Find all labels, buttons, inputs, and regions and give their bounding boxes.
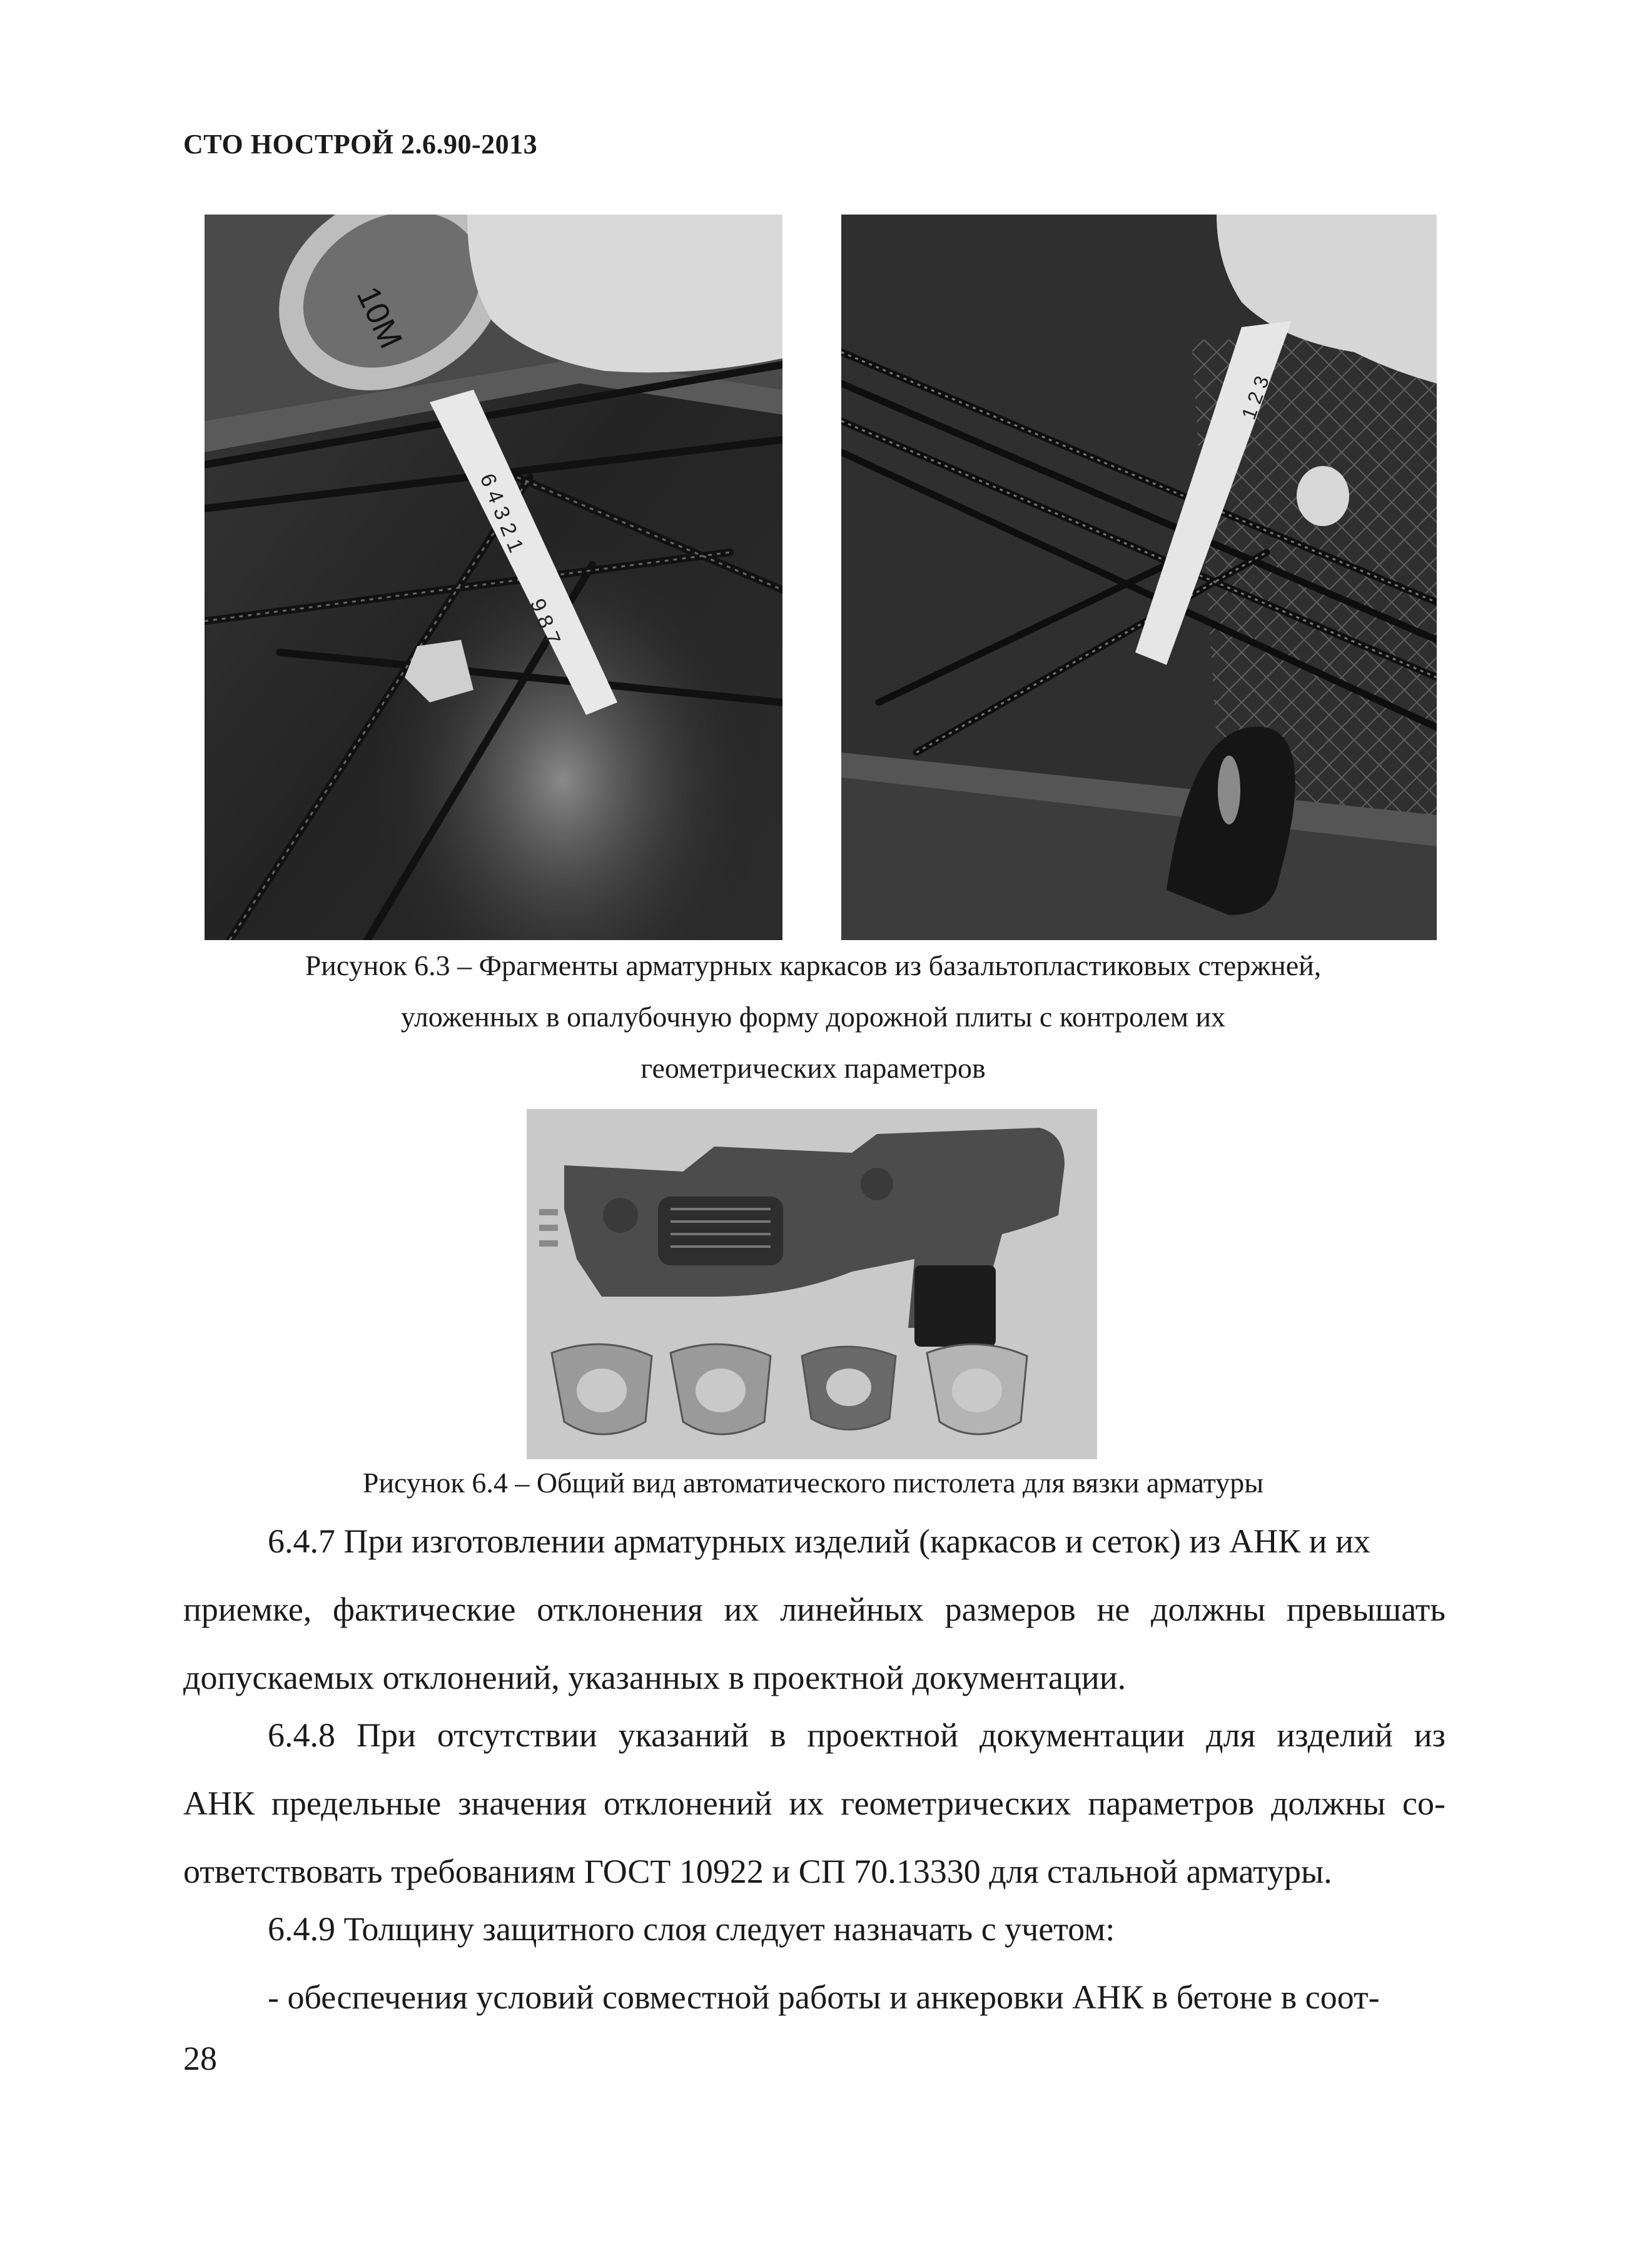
figure-6-3-photo-right	[841, 215, 1437, 940]
figure-6-3-caption	[156, 943, 1470, 1091]
caption-line: уложенных в опалубочную форму дорожной плиты с контролем их	[400, 1001, 1226, 1033]
figure-6-4-caption: Рисунок 6.4 – Общий вид автоматического пистолета для вязки арматуры	[362, 1467, 1264, 1499]
figure-6-3-photo-left	[205, 215, 782, 940]
paragraph-line: ответствовать требованиям ГОСТ 10922 и СП 70.13330 для стальной арматуры.	[183, 1853, 1332, 1890]
svg-text:6 4 3 2 1: 6 4 3 2 1	[475, 470, 529, 556]
svg-text:10M: 10M	[349, 281, 409, 354]
document-code: СТО НОСТРОЙ 2.6.90-2013	[183, 129, 538, 159]
page-number: 28	[183, 2040, 217, 2077]
paragraph-line: 6.4.8 При отсутствии указаний в проектной документации для изделий из	[268, 1716, 1445, 1754]
svg-text:1 2 3: 1 2 3	[1237, 373, 1273, 423]
figure-6-4-photo	[527, 1109, 1097, 1459]
paragraph-line: 6.4.7 При изготовлении арматурных изделий (каркасов и сеток) из АНК и их	[268, 1522, 1370, 1560]
paragraph-line: АНК предельные значения отклонений их геометрических параметров должны со-	[183, 1785, 1445, 1822]
paragraph-line: 6.4.9 Толщину защитного слоя следует назначать с учетом:	[268, 1910, 1115, 1948]
caption-line: Рисунок 6.3 – Фрагменты арматурных каркасов из базальтопластиковых стержней,	[305, 949, 1322, 981]
paragraph-6-4-7	[183, 1507, 1445, 1712]
paragraph-6-4-8	[183, 1701, 1445, 1906]
paragraph-6-4-9	[183, 1895, 1445, 2032]
paragraph-line: допускаемых отклонений, указанных в проектной документации.	[183, 1659, 1126, 1696]
list-item: - обеспечения условий совместной работы и анкеровки АНК в бетоне в соот-	[268, 1978, 1380, 2016]
caption-line: геометрических параметров	[640, 1052, 986, 1084]
paragraph-line: приемке, фактические отклонения их линейных размеров не должны превышать	[183, 1591, 1445, 1628]
svg-text:9 8 7: 9 8 7	[525, 595, 565, 649]
